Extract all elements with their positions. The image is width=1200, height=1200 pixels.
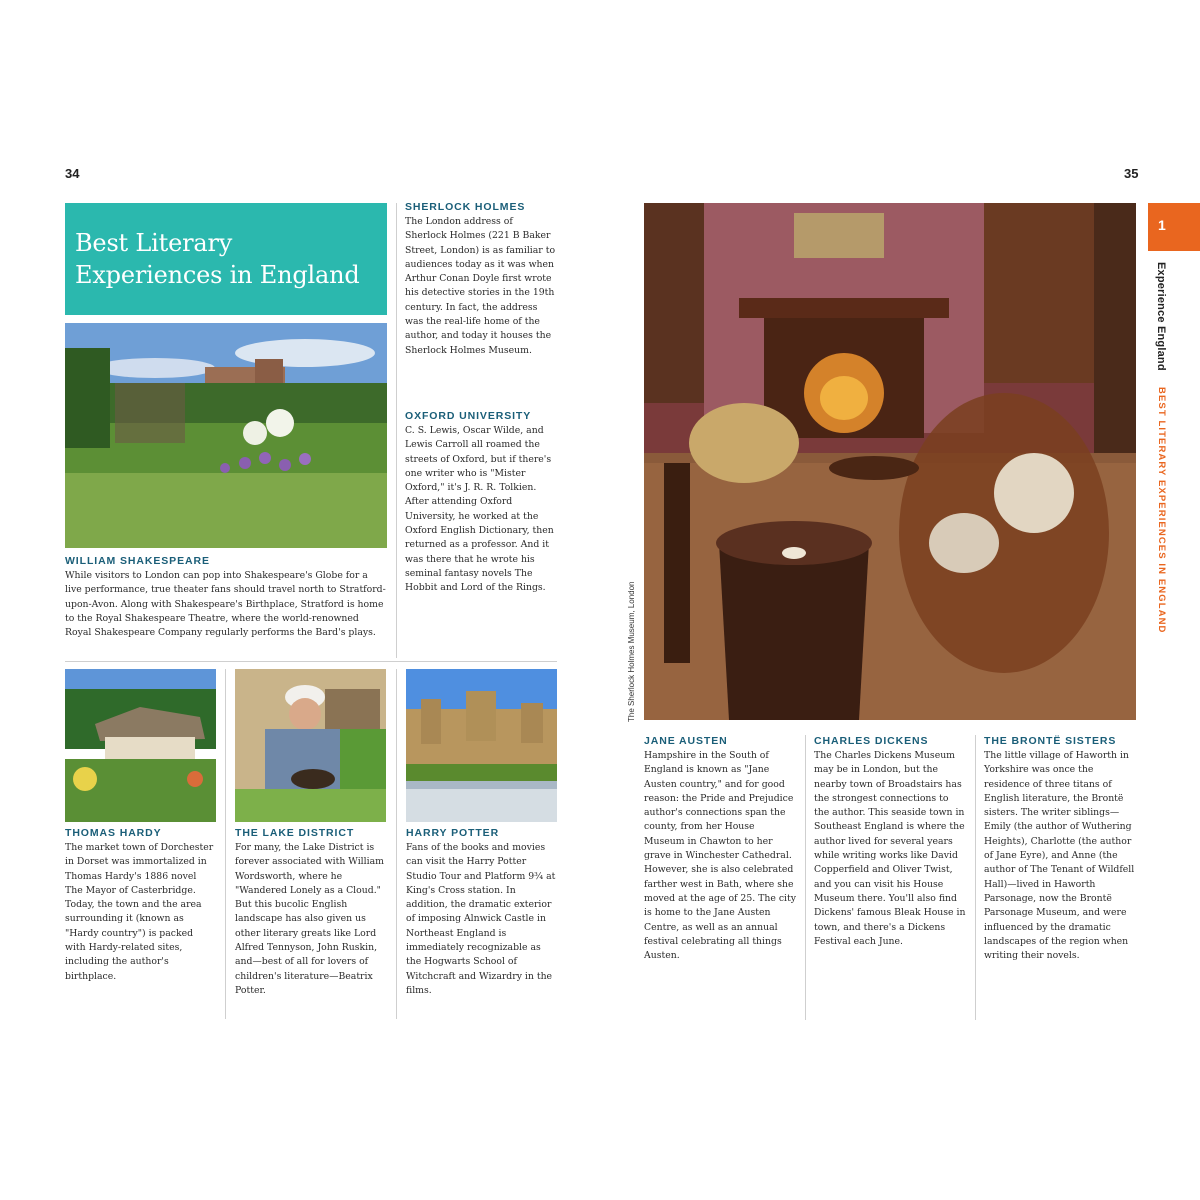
section-body: The little village of Haworth in Yorkshire was once the residence of three titans of English literature, the Brontë sisters. The writer siblings—Emily (the author of Wuthering Heights), Charlotte (the author of Jane Eyre), and Anne (the author of The Tenant of Wildfell Hall)—lived in Haworth Parsonage, now the Brontë Parsonage Museum, and were influenced by the dramatic landscapes of the region when writing their novels. bbox=[984, 750, 1135, 962]
column-divider bbox=[975, 735, 976, 1020]
section-heading: THE BRONTË SISTERS bbox=[984, 735, 1117, 747]
section-bronte-sisters bbox=[984, 735, 1136, 963]
section-body: The Charles Dickens Museum may be in London, but the nearby town of Broadstairs has the strongest connections to the author. This seaside town in Southeast England is where the author lived for several years while writing works like David Copperfield and Oliver Twist, and you can visit his House Museum there. You'll also find Dickens' famous Bleak House in town, and there's a Dickens Festival each June. bbox=[814, 750, 966, 947]
chapter-number: 1 bbox=[1158, 217, 1166, 233]
section-heading: WILLIAM SHAKESPEARE bbox=[65, 555, 210, 567]
section-heading: SHERLOCK HOLMES bbox=[405, 201, 526, 213]
page-number-left: 34 bbox=[65, 166, 80, 181]
photo-caption: The Sherlock Holmes Museum, London bbox=[627, 581, 636, 722]
section-heading: CHARLES DICKENS bbox=[814, 735, 929, 747]
alnwick-castle-photo bbox=[406, 669, 557, 822]
section-charles-dickens bbox=[814, 735, 966, 949]
chapter-tab bbox=[1148, 203, 1200, 251]
page-title: Best Literary Experiences in England bbox=[75, 229, 360, 289]
section-heading: HARRY POTTER bbox=[406, 827, 500, 839]
section-sherlock-holmes bbox=[405, 201, 557, 358]
running-header bbox=[1152, 262, 1170, 634]
column-divider bbox=[225, 669, 226, 1019]
section-body: The London address of Sherlock Holmes (221 B Baker Street, London) is as familiar to audiences today as it was when Arthur Conan Doyle first wrote his detective stories in the 19th century. In fact, the address was the real-life home of the author, and today it houses the Sherlock Holmes Museum. bbox=[405, 216, 556, 356]
lake-district-photo bbox=[235, 669, 386, 822]
section-body: C. S. Lewis, Oscar Wilde, and Lewis Carroll all roamed the streets of Oxford, but if there's one writer who is "Mister Oxford," it's J. R. R. Tolkien. After attending Oxford University, he worked at the Oxford English Dictionary, then returned as a professor. And it was there that he wrote his seminal fantasy novels The Hobbit and Lord of the Rings. bbox=[405, 425, 554, 594]
chapter-name: Experience England bbox=[1155, 262, 1167, 371]
section-lake-district bbox=[235, 827, 386, 998]
section-shakespeare bbox=[65, 555, 387, 640]
title-box bbox=[65, 203, 387, 315]
sherlock-holmes-museum-photo bbox=[644, 203, 1136, 720]
column-divider bbox=[396, 669, 397, 1019]
section-jane-austen bbox=[644, 735, 796, 963]
section-heading: THE LAKE DISTRICT bbox=[235, 827, 355, 839]
column-divider bbox=[805, 735, 806, 1020]
section-thomas-hardy bbox=[65, 827, 216, 984]
cottage-photo bbox=[65, 669, 216, 822]
column-divider bbox=[396, 203, 397, 658]
section-body: The market town of Dorchester in Dorset was immortalized in Thomas Hardy's 1886 novel The Mayor of Casterbridge. Today, the town and the area surrounding it (known as "Hardy country") is packed with Hardy-related sites, including the author's birthplace. bbox=[65, 842, 214, 982]
section-name: BEST LITERARY EXPERIENCES IN ENGLAND bbox=[1156, 387, 1167, 634]
section-harry-potter bbox=[406, 827, 557, 998]
row-divider bbox=[65, 661, 557, 662]
section-body: While visitors to London can pop into Shakespeare's Globe for a live performance, true theater fans should travel north to Stratford-upon-Avon. Along with Shakespeare's Birthplace, Stratford is home to the Royal Shakespeare Theatre, where the world-renowned Royal Shakespeare Company regularly performs the Bard's plays. bbox=[65, 570, 386, 639]
section-oxford-university bbox=[405, 410, 557, 596]
section-body: For many, the Lake District is forever associated with William Wordsworth, where he "Wandered Lonely as a Cloud." But this bucolic English landscape has also given us other literary greats like Lord Alfred Tennyson, John Ruskin, and—best of all for lovers of children's literature—Beatrix Potter. bbox=[235, 842, 384, 996]
section-heading: THOMAS HARDY bbox=[65, 827, 162, 839]
section-body: Fans of the books and movies can visit the Harry Potter Studio Tour and Platform 9¾ at King's Cross station. In addition, the dramatic exterior of imposing Alnwick Castle in Northeast England is immediately recognizable as the Hogwarts School of Witchcraft and Wizardry in the films. bbox=[406, 842, 556, 996]
shakespeare-garden-photo bbox=[65, 323, 387, 548]
page-number-right: 35 bbox=[1124, 166, 1139, 181]
section-heading: OXFORD UNIVERSITY bbox=[405, 410, 532, 422]
section-heading: JANE AUSTEN bbox=[644, 735, 728, 747]
section-body: Hampshire in the South of England is known as "Jane Austen country," and for good reason: the Pride and Prejudice author's connections span the county, from her House Museum in Chawton to her grave in Winchester Cathedral. However, she is also celebrated farther west in Bath, where she moved at the age of 25. The city is home to the Jane Austen Centre, as well as an annual festival celebrating all things Austen. bbox=[644, 750, 796, 962]
